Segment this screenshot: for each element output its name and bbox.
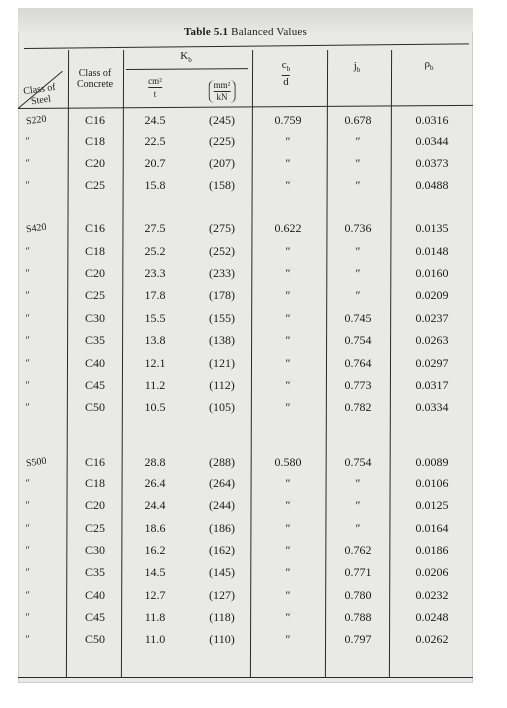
cell-cb-d: ″ — [285, 266, 291, 280]
jb-sub: b — [356, 66, 361, 75]
cell-rho-b: 0.0160 — [415, 266, 449, 280]
col-rule-2 — [121, 50, 124, 678]
cell-jb: 0.780 — [344, 588, 372, 602]
cell-steel-class: ″ — [25, 379, 31, 392]
cell-kb-mm2: (225) — [209, 134, 235, 148]
cell-concrete-class: C30 — [84, 311, 106, 325]
cell-jb: 0.762 — [344, 543, 372, 557]
cell-concrete-class: C25 — [84, 288, 106, 302]
cell-jb: 0.745 — [344, 311, 372, 325]
cell-kb-cm2: 15.5 — [144, 311, 166, 325]
cell-kb-cm2: 25.2 — [144, 244, 166, 258]
table-title-text: Balanced Values — [231, 26, 307, 38]
header-kb-symbol: K — [180, 50, 189, 62]
cell-cb-d: ″ — [285, 178, 291, 192]
cell-concrete-class: C45 — [84, 610, 106, 624]
cell-kb-cm2: 26.4 — [144, 476, 166, 490]
cell-rho-b: 0.0135 — [415, 221, 449, 235]
cell-steel-class: ″ — [25, 312, 31, 325]
cell-concrete-class: C50 — [84, 400, 106, 414]
cell-steel-class: ″ — [25, 357, 31, 370]
cb-sub: b — [286, 65, 291, 74]
cell-rho-b: 0.0373 — [415, 156, 449, 170]
cell-steel-class: ″ — [25, 589, 31, 602]
cell-rho-b: 0.0488 — [415, 178, 449, 192]
cell-steel-class: ″ — [25, 245, 31, 258]
cell-jb: ″ — [355, 498, 361, 512]
rhob-symbol: ρ — [424, 58, 430, 70]
cell-jb: ″ — [355, 521, 361, 535]
cell-cb-d: 0.759 — [274, 113, 302, 127]
cell-rho-b: 0.0186 — [415, 543, 449, 557]
header-steel-line1: Class of — [22, 81, 57, 98]
cell-kb-mm2: (244) — [209, 498, 235, 512]
cell-concrete-class: C18 — [84, 476, 106, 490]
cell-cb-d: ″ — [285, 498, 291, 512]
cell-cb-d: 0.622 — [274, 221, 302, 235]
header-jb — [354, 60, 361, 77]
cell-concrete-class: C20 — [84, 266, 106, 280]
cell-concrete-class: C30 — [84, 543, 106, 557]
cell-kb-cm2: 11.8 — [144, 610, 166, 624]
cell-concrete-class: C25 — [84, 521, 106, 535]
cell-concrete-class: C40 — [84, 356, 106, 370]
cell-kb-cm2: 28.8 — [144, 455, 166, 469]
cell-cb-d: ″ — [285, 134, 291, 148]
cell-kb-mm2: (245) — [209, 113, 235, 127]
header-kb-unit-cm2 — [148, 76, 162, 99]
cell-jb: 0.771 — [344, 565, 372, 579]
cell-rho-b: 0.0316 — [415, 113, 449, 127]
cell-concrete-class: C35 — [84, 565, 106, 579]
cell-kb-cm2: 24.4 — [144, 498, 166, 512]
cell-kb-cm2: 14.5 — [144, 565, 166, 579]
cell-kb-cm2: 16.2 — [144, 543, 166, 557]
cell-jb: ″ — [355, 266, 361, 280]
cell-cb-d: ″ — [285, 521, 291, 535]
cell-steel-class: S500 — [25, 455, 48, 470]
cell-rho-b: 0.0164 — [415, 521, 449, 535]
header-kb-unit-mm2 — [209, 80, 236, 103]
cell-kb-mm2: (264) — [209, 476, 235, 490]
cell-kb-cm2: 15.8 — [144, 178, 166, 192]
cell-kb-cm2: 18.6 — [144, 521, 166, 535]
header-concrete-line1: Class of — [78, 68, 112, 79]
cell-cb-d: ″ — [285, 156, 291, 170]
header-steel-line2: Steel — [30, 93, 52, 108]
kb-unit2-den: kN — [216, 92, 228, 102]
cell-steel-class: ″ — [25, 135, 31, 148]
cell-kb-mm2: (233) — [209, 266, 235, 280]
cell-concrete-class: C45 — [84, 378, 106, 392]
cell-concrete-class: C20 — [84, 156, 106, 170]
cell-kb-mm2: (207) — [209, 156, 235, 170]
cell-steel-class: ″ — [25, 566, 31, 579]
cell-rho-b: 0.0089 — [415, 455, 449, 469]
cell-cb-d: ″ — [285, 588, 291, 602]
cell-rho-b: 0.0263 — [415, 333, 449, 347]
jb-symbol: j — [353, 60, 357, 72]
cell-kb-mm2: (105) — [209, 400, 235, 414]
cell-steel-class: ″ — [25, 499, 31, 512]
cell-cb-d: ″ — [285, 333, 291, 347]
cell-kb-mm2: (112) — [209, 378, 235, 392]
header-class-of-steel — [23, 82, 58, 108]
cell-cb-d: ″ — [285, 610, 291, 624]
cell-concrete-class: C16 — [84, 455, 106, 469]
cb-den: d — [283, 76, 289, 89]
cell-concrete-class: C20 — [84, 498, 106, 512]
cell-cb-d: ″ — [285, 400, 291, 414]
cell-kb-cm2: 17.8 — [144, 288, 166, 302]
cell-cb-d: ″ — [285, 476, 291, 490]
cell-rho-b: 0.0125 — [415, 498, 449, 512]
cell-kb-mm2: (275) — [209, 221, 235, 235]
col-rule-4 — [325, 50, 328, 678]
cell-rho-b: 0.0297 — [415, 356, 449, 370]
cell-kb-mm2: (145) — [209, 565, 235, 579]
cell-jb: 0.788 — [344, 610, 372, 624]
cell-steel-class: ″ — [25, 544, 31, 557]
header-kb — [180, 50, 191, 67]
cell-jb: 0.782 — [344, 400, 372, 414]
cell-steel-class: ″ — [25, 179, 31, 192]
cell-rho-b: 0.0344 — [415, 134, 449, 148]
cell-steel-class: S420 — [25, 221, 48, 236]
cell-kb-cm2: 27.5 — [144, 221, 166, 235]
cell-rho-b: 0.0148 — [415, 244, 449, 258]
cell-kb-cm2: 11.0 — [144, 632, 166, 646]
cell-cb-d: ″ — [285, 543, 291, 557]
cell-kb-cm2: 10.5 — [144, 400, 166, 414]
cell-steel-class: ″ — [25, 157, 31, 170]
cell-concrete-class: C18 — [84, 244, 106, 258]
cell-jb: ″ — [355, 244, 361, 258]
kb-unit1-num: cm² — [148, 76, 162, 86]
cell-steel-class: ″ — [25, 267, 31, 280]
cell-cb-d: ″ — [285, 244, 291, 258]
cell-jb: ″ — [355, 156, 361, 170]
header-rhob — [425, 58, 434, 75]
cell-concrete-class: C16 — [84, 221, 106, 235]
header-class-of-concrete — [77, 68, 113, 90]
cell-kb-cm2: 13.8 — [144, 333, 166, 347]
col-rule-1 — [66, 50, 69, 678]
cell-jb: ″ — [355, 476, 361, 490]
header-bottom-rule — [18, 105, 473, 109]
cell-rho-b: 0.0232 — [415, 588, 449, 602]
cell-kb-cm2: 24.5 — [144, 113, 166, 127]
header-concrete-line2: Concrete — [76, 79, 114, 90]
cell-jb: 0.736 — [344, 221, 372, 235]
cell-cb-d: ″ — [285, 311, 291, 325]
cell-kb-cm2: 23.3 — [144, 266, 166, 280]
cell-cb-d: ″ — [285, 356, 291, 370]
col-rule-3 — [250, 50, 253, 678]
table-title — [18, 26, 473, 38]
cell-jb: ″ — [355, 178, 361, 192]
cell-kb-mm2: (118) — [209, 610, 235, 624]
cell-cb-d: ″ — [285, 565, 291, 579]
header-cb-d — [282, 60, 290, 87]
cell-cb-d: 0.580 — [274, 455, 302, 469]
cell-kb-mm2: (178) — [209, 288, 235, 302]
cell-concrete-class: C16 — [84, 113, 106, 127]
cell-steel-class: ″ — [25, 611, 31, 624]
cell-rho-b: 0.0237 — [415, 311, 449, 325]
cell-kb-cm2: 20.7 — [144, 156, 166, 170]
cell-kb-mm2: (158) — [209, 178, 235, 192]
cell-steel-class: ″ — [25, 633, 31, 646]
cell-concrete-class: C18 — [84, 134, 106, 148]
cell-cb-d: ″ — [285, 632, 291, 646]
cell-jb: 0.764 — [344, 356, 372, 370]
cell-concrete-class: C50 — [84, 632, 106, 646]
cell-kb-mm2: (138) — [209, 333, 235, 347]
cell-steel-class: ″ — [25, 334, 31, 347]
cell-jb: ″ — [355, 134, 361, 148]
cell-rho-b: 0.0262 — [415, 632, 449, 646]
cell-kb-cm2: 11.2 — [144, 378, 166, 392]
header-top-rule — [24, 43, 469, 49]
cell-rho-b: 0.0334 — [415, 400, 449, 414]
cell-kb-mm2: (155) — [209, 311, 235, 325]
cell-kb-cm2: 12.1 — [144, 356, 166, 370]
cell-kb-mm2: (252) — [209, 244, 235, 258]
cell-kb-mm2: (127) — [209, 588, 235, 602]
book-page — [18, 8, 473, 683]
cell-jb: 0.754 — [344, 333, 372, 347]
cell-kb-mm2: (288) — [209, 455, 235, 469]
cell-concrete-class: C35 — [84, 333, 106, 347]
table-number: Table 5.1 — [184, 26, 229, 38]
kb-underline — [126, 68, 248, 70]
col-rule-5 — [389, 50, 392, 678]
cell-jb: 0.754 — [344, 455, 372, 469]
cell-rho-b: 0.0248 — [415, 610, 449, 624]
cell-steel-class: S220 — [25, 113, 48, 128]
header-kb-sub: b — [188, 56, 192, 65]
rhob-sub: b — [430, 64, 434, 73]
cell-jb: 0.678 — [344, 113, 372, 127]
cell-kb-mm2: (162) — [209, 543, 235, 557]
cell-kb-mm2: (121) — [209, 356, 235, 370]
cell-kb-cm2: 12.7 — [144, 588, 166, 602]
cell-steel-class: ″ — [25, 289, 31, 302]
cell-cb-d: ″ — [285, 288, 291, 302]
cell-jb: 0.773 — [344, 378, 372, 392]
cell-steel-class: ″ — [25, 401, 31, 414]
cell-cb-d: ″ — [285, 378, 291, 392]
cell-concrete-class: C40 — [84, 588, 106, 602]
cell-kb-mm2: (186) — [209, 521, 235, 535]
kb-unit2-num: mm² — [213, 80, 231, 90]
cell-kb-mm2: (110) — [209, 632, 235, 646]
cell-steel-class: ″ — [25, 477, 31, 490]
kb-unit1-den: t — [153, 89, 157, 99]
cell-kb-cm2: 22.5 — [144, 134, 166, 148]
cell-steel-class: ″ — [25, 522, 31, 535]
cell-rho-b: 0.0317 — [415, 378, 449, 392]
cb-num: c — [281, 59, 287, 71]
cell-rho-b: 0.0206 — [415, 565, 449, 579]
cell-concrete-class: C25 — [84, 178, 106, 192]
cell-jb: ″ — [355, 288, 361, 302]
cell-rho-b: 0.0106 — [415, 476, 449, 490]
cell-jb: 0.797 — [344, 632, 372, 646]
table-bottom-rule — [18, 677, 473, 678]
cell-rho-b: 0.0209 — [415, 288, 449, 302]
